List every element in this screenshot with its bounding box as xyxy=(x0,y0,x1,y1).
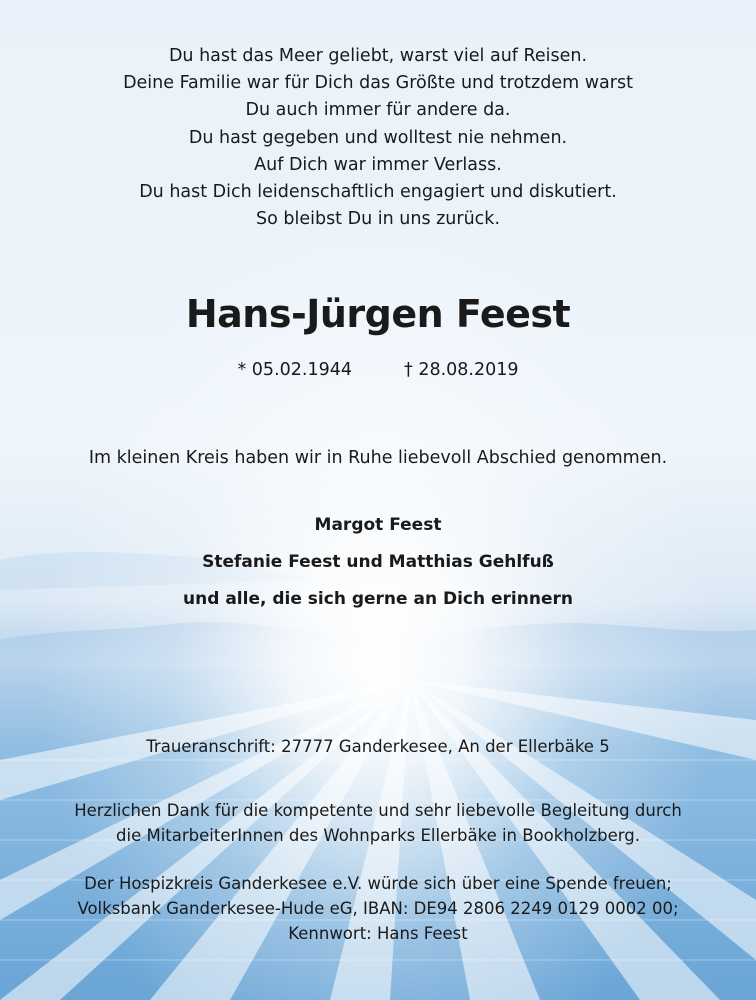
thanks-note xyxy=(0,798,756,848)
donation-line: Kennwort: Hans Feest xyxy=(288,924,468,943)
poem-line: Du hast das Meer geliebt, warst viel auf Reisen. xyxy=(168,46,588,66)
thanks-line: die MitarbeiterInnen des Wohnparks Ellerbäke in Bookholzberg. xyxy=(116,826,640,845)
birth-date: * 05.02.1944 xyxy=(237,360,352,380)
thanks-line: Herzlichen Dank für die kompetente und sehr liebevolle Begleitung durch xyxy=(74,801,682,820)
mourner-line: Stefanie Feest und Matthias Gehlfuß xyxy=(202,552,554,572)
mourners-list xyxy=(0,507,756,618)
death-date: † 28.08.2019 xyxy=(404,360,519,380)
life-dates xyxy=(0,360,756,380)
poem-line: Deine Familie war für Dich das Größte und trotzdem warst xyxy=(123,73,633,94)
poem-line: Du hast Dich leidenschaftlich engagiert und diskutiert. xyxy=(139,182,617,203)
poem-line: So bleibst Du in uns zurück. xyxy=(255,209,501,230)
donation-line: Volksbank Ganderkesee-Hude eG, IBAN: DE94 2806 2249 0129 0002 00; xyxy=(77,899,679,918)
poem-line: Du auch immer für andere da. xyxy=(245,100,511,121)
memorial-poem xyxy=(0,43,756,233)
mourner-line: Margot Feest xyxy=(314,515,442,535)
mourner-line: und alle, die sich gerne an Dich erinnern xyxy=(183,589,573,609)
donation-line: Der Hospizkreis Ganderkesee e.V. würde sich über eine Spende freuen; xyxy=(84,874,672,893)
deceased-name: Hans-Jürgen Feest xyxy=(185,292,571,336)
mourning-address: Traueranschrift: 27777 Ganderkesee, An der Ellerbäke 5 xyxy=(146,737,610,756)
donation-note xyxy=(0,871,756,946)
poem-line: Du hast gegeben und wolltest nie nehmen. xyxy=(188,127,568,148)
farewell-text: Im kleinen Kreis haben wir in Ruhe liebevoll Abschied genommen. xyxy=(88,448,668,468)
poem-line: Auf Dich war immer Verlass. xyxy=(254,154,502,175)
